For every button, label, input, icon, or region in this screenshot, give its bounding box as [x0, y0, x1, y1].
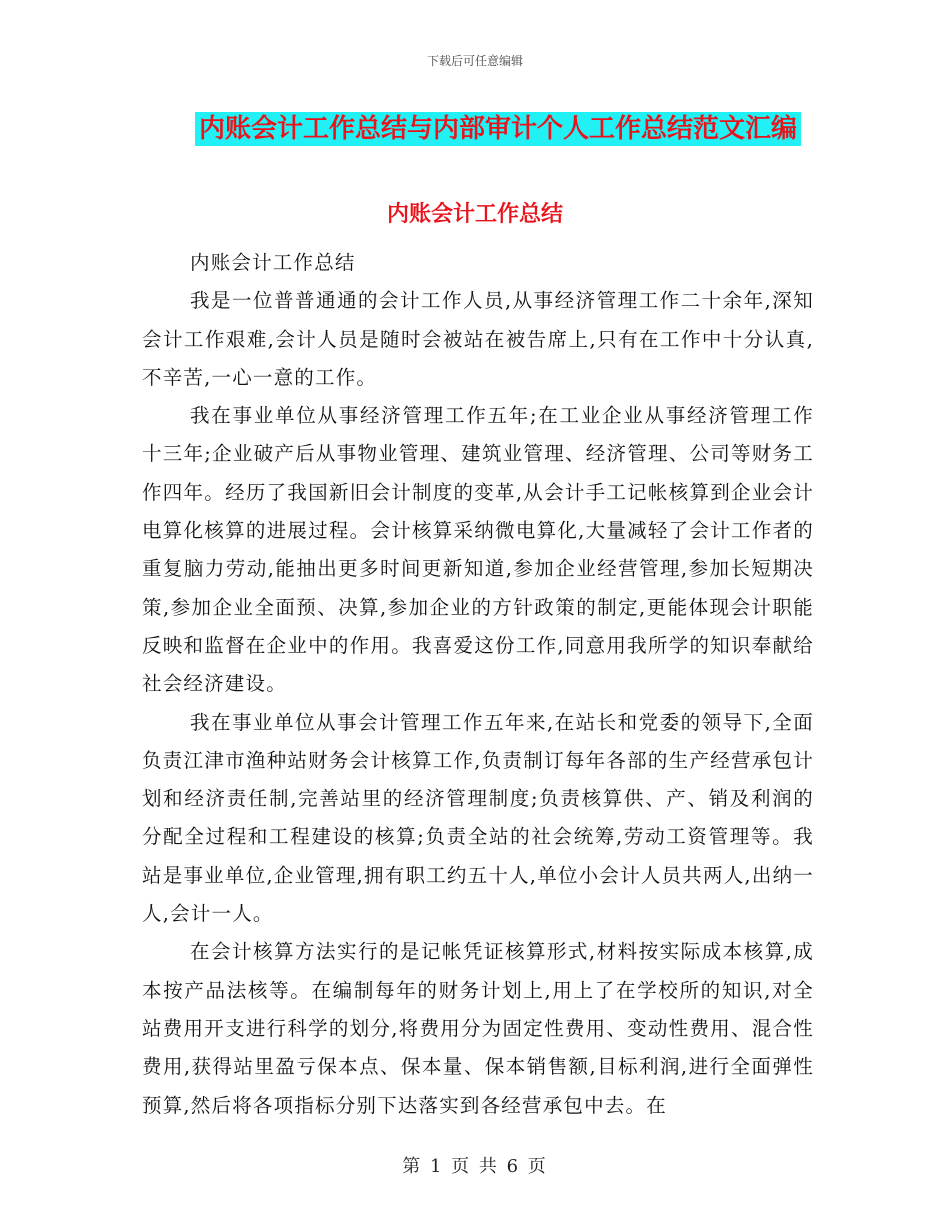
paragraph: 在会计核算方法实行的是记帐凭证核算形式,材料按实际成本核算,成本按产品法核等。在编制每年的财务计划上,用上了在学校所的知识,对全站费用开支进行科学的划分,将费用分为固定性费用、变动性费用、混合性费用,获得站里盈亏保本点、保本量、保本销售额,目标利润,进行全面弹性预算,然后将各项指标分别下达落实到各经营承包中去。在 — [142, 940, 814, 1117]
page-footer: 第 1 页 共 6 页 — [402, 1156, 548, 1177]
main-title: 内账会计工作总结与内部审计个人工作总结范文汇编 — [195, 112, 801, 146]
paragraph: 我在事业单位从事会计管理工作五年来,在站长和党委的领导下,全面负责江津市渔种站财务会计核算工作,负责制订每年各部的生产经营承包计划和经济责任制,完善站里的经济管理制度;负责核算供、产、销及利润的分配全过程和工程建设的核算;负责全站的社会统筹,劳动工资管理等。我站是事业单位,企业管理,拥有职工约五十人,单位小会计人员共两人,出纳一人,会计一人。 — [142, 710, 814, 926]
paragraph: 我是一位普普通通的会计工作人员,从事经济管理工作二十余年,深知会计工作艰难,会计人员是随时会被站在被告席上,只有在工作中十分认真,不辛苦,一心一意的工作。 — [142, 289, 814, 389]
main-title-container — [0, 112, 950, 146]
section-title: 内账会计工作总结 — [386, 202, 563, 227]
body-text — [142, 244, 814, 1125]
paragraph: 我在事业单位从事经济管理工作五年;在工业企业从事经济管理工作十三年;企业破产后从事物业管理、建筑业管理、经济管理、公司等财务工作四年。经历了我国新旧会计制度的变革,从会计手工记帐核算到企业会计电算化核算的进展过程。会计核算采纳微电算化,大量减轻了会计工作者的重复脑力劳动,能抽出更多时间更新知道,参加企业经营管理,参加长短期决策,参加企业全面预、决算,参加企业的方针政策的制定,更能体现会计职能反映和监督在企业中的作用。我喜爱这份工作,同意用我所学的知识奉献给社会经济建设。 — [142, 404, 814, 696]
paragraph-heading: 内账会计工作总结 — [190, 251, 356, 274]
header-note: 下载后可任意编辑 — [426, 54, 523, 68]
